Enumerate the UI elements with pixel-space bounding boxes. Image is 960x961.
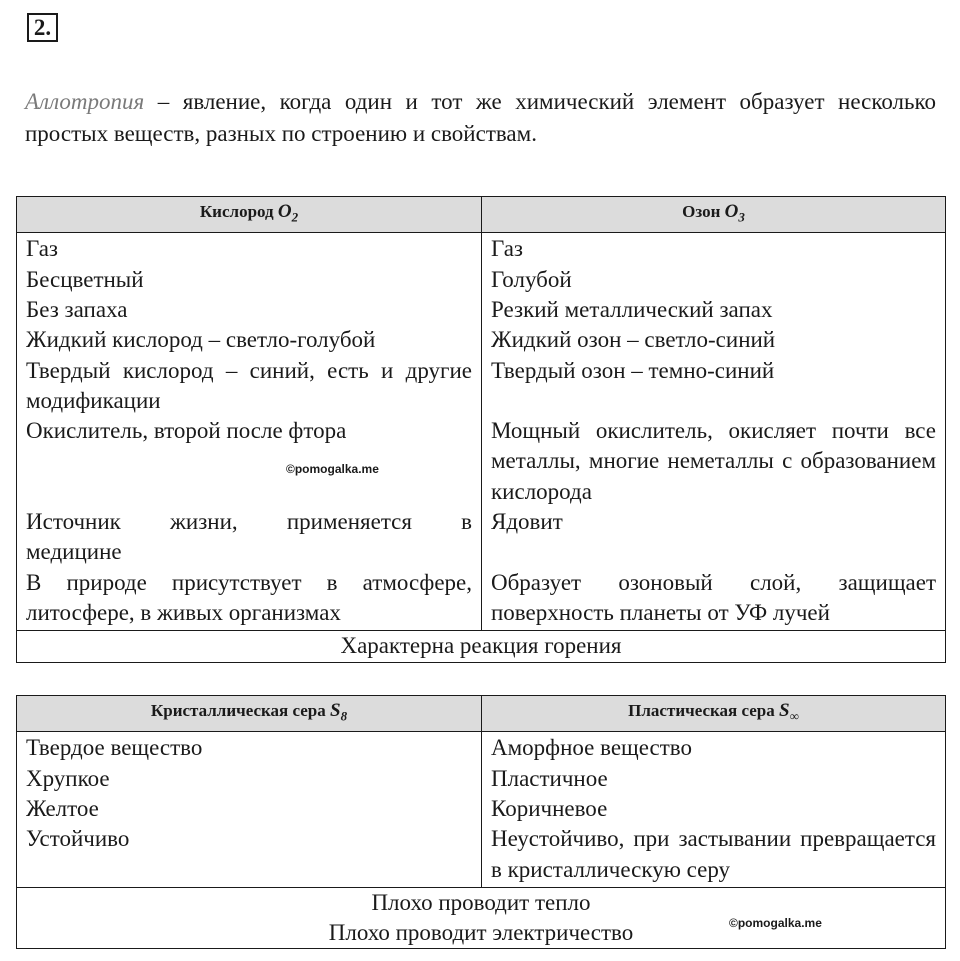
crystalline-property: Хрупкое xyxy=(26,765,110,791)
crystalline-property: Устойчиво xyxy=(26,826,130,852)
crystalline-property: Желтое xyxy=(26,795,99,821)
ozone-property: Образует озоновый слой, защищает поверхность планеты от УФ лучей xyxy=(491,569,936,625)
watermark: ©pomogalka.me xyxy=(286,462,379,477)
ozone-property: Жидкий озон – светло-синий xyxy=(491,327,776,353)
oxygen-property: Жидкий кислород – светло-голубой xyxy=(26,327,376,353)
common-property: Характерна реакция горения xyxy=(17,631,946,662)
common-property: Плохо проводит электричество xyxy=(328,920,634,946)
common-property: Плохо проводит тепло xyxy=(371,889,591,915)
oxygen-property: Без запаха xyxy=(26,296,128,322)
header-plastic-sulfur: Пластическая сера $S_\infty$ xyxy=(482,696,946,732)
ozone-property: Ядовит xyxy=(491,509,563,535)
crystalline-property: Твердое вещество xyxy=(26,735,203,761)
table-header-row xyxy=(17,696,946,732)
oxygen-property: Твердый кислород – синий, есть и другие модификации xyxy=(26,357,472,413)
oxygen-property: Окислитель, второй после фтора ©pomogalka.me xyxy=(26,416,472,507)
crystalline-properties-cell xyxy=(17,732,482,887)
intro-paragraph xyxy=(25,86,936,150)
header-crystalline-sulfur: Кристаллическая сера $S_8$ xyxy=(17,696,482,732)
ozone-properties-cell xyxy=(482,233,946,631)
ozone-property: Голубой xyxy=(491,266,572,292)
header-oxygen: Кислород $O_2$ xyxy=(17,197,482,233)
plastic-property: Коричневое xyxy=(491,795,608,821)
oxygen-property: Бесцветный xyxy=(26,266,144,292)
table-footer-row xyxy=(17,887,946,949)
oxygen-property: В природе присутствует в атмосфере, литосфере, в живых организмах xyxy=(26,569,472,625)
ozone-property: Газ xyxy=(491,236,524,262)
ozone-property: Мощный окислитель, окисляет почти все металлы, многие неметаллы с образованием кислорода xyxy=(491,418,936,504)
task-number: 2. xyxy=(27,13,58,42)
oxygen-property: Источник жизни, применяется в медицине xyxy=(26,509,472,565)
plastic-properties-cell xyxy=(482,732,946,887)
intro-term: Аллотропия xyxy=(25,89,145,114)
watermark: ©pomogalka.me xyxy=(729,915,822,930)
intro-text: – явление, когда один и тот же химический элемент образует несколько простых веществ, разных по строению и свойствам. xyxy=(25,89,936,146)
sulfur-table xyxy=(16,695,946,949)
table-body-row xyxy=(17,233,946,631)
plastic-property: Пластичное xyxy=(491,765,608,791)
ozone-property: Твердый озон – темно-синий xyxy=(491,357,775,383)
table-footer-row xyxy=(17,631,946,662)
ozone-property: Резкий металлический запах xyxy=(491,296,773,322)
oxygen-property: Газ xyxy=(26,236,59,262)
oxygen-properties-cell xyxy=(17,233,482,631)
plastic-property: Неустойчиво, при застывании превращается в кристаллическую серу xyxy=(491,826,936,882)
common-properties xyxy=(17,887,946,949)
table-header-row xyxy=(17,197,946,233)
header-ozone: Озон $O_3$ xyxy=(482,197,946,233)
plastic-property: Аморфное вещество xyxy=(491,735,693,761)
oxygen-ozone-table xyxy=(16,196,946,663)
table-body-row xyxy=(17,732,946,887)
